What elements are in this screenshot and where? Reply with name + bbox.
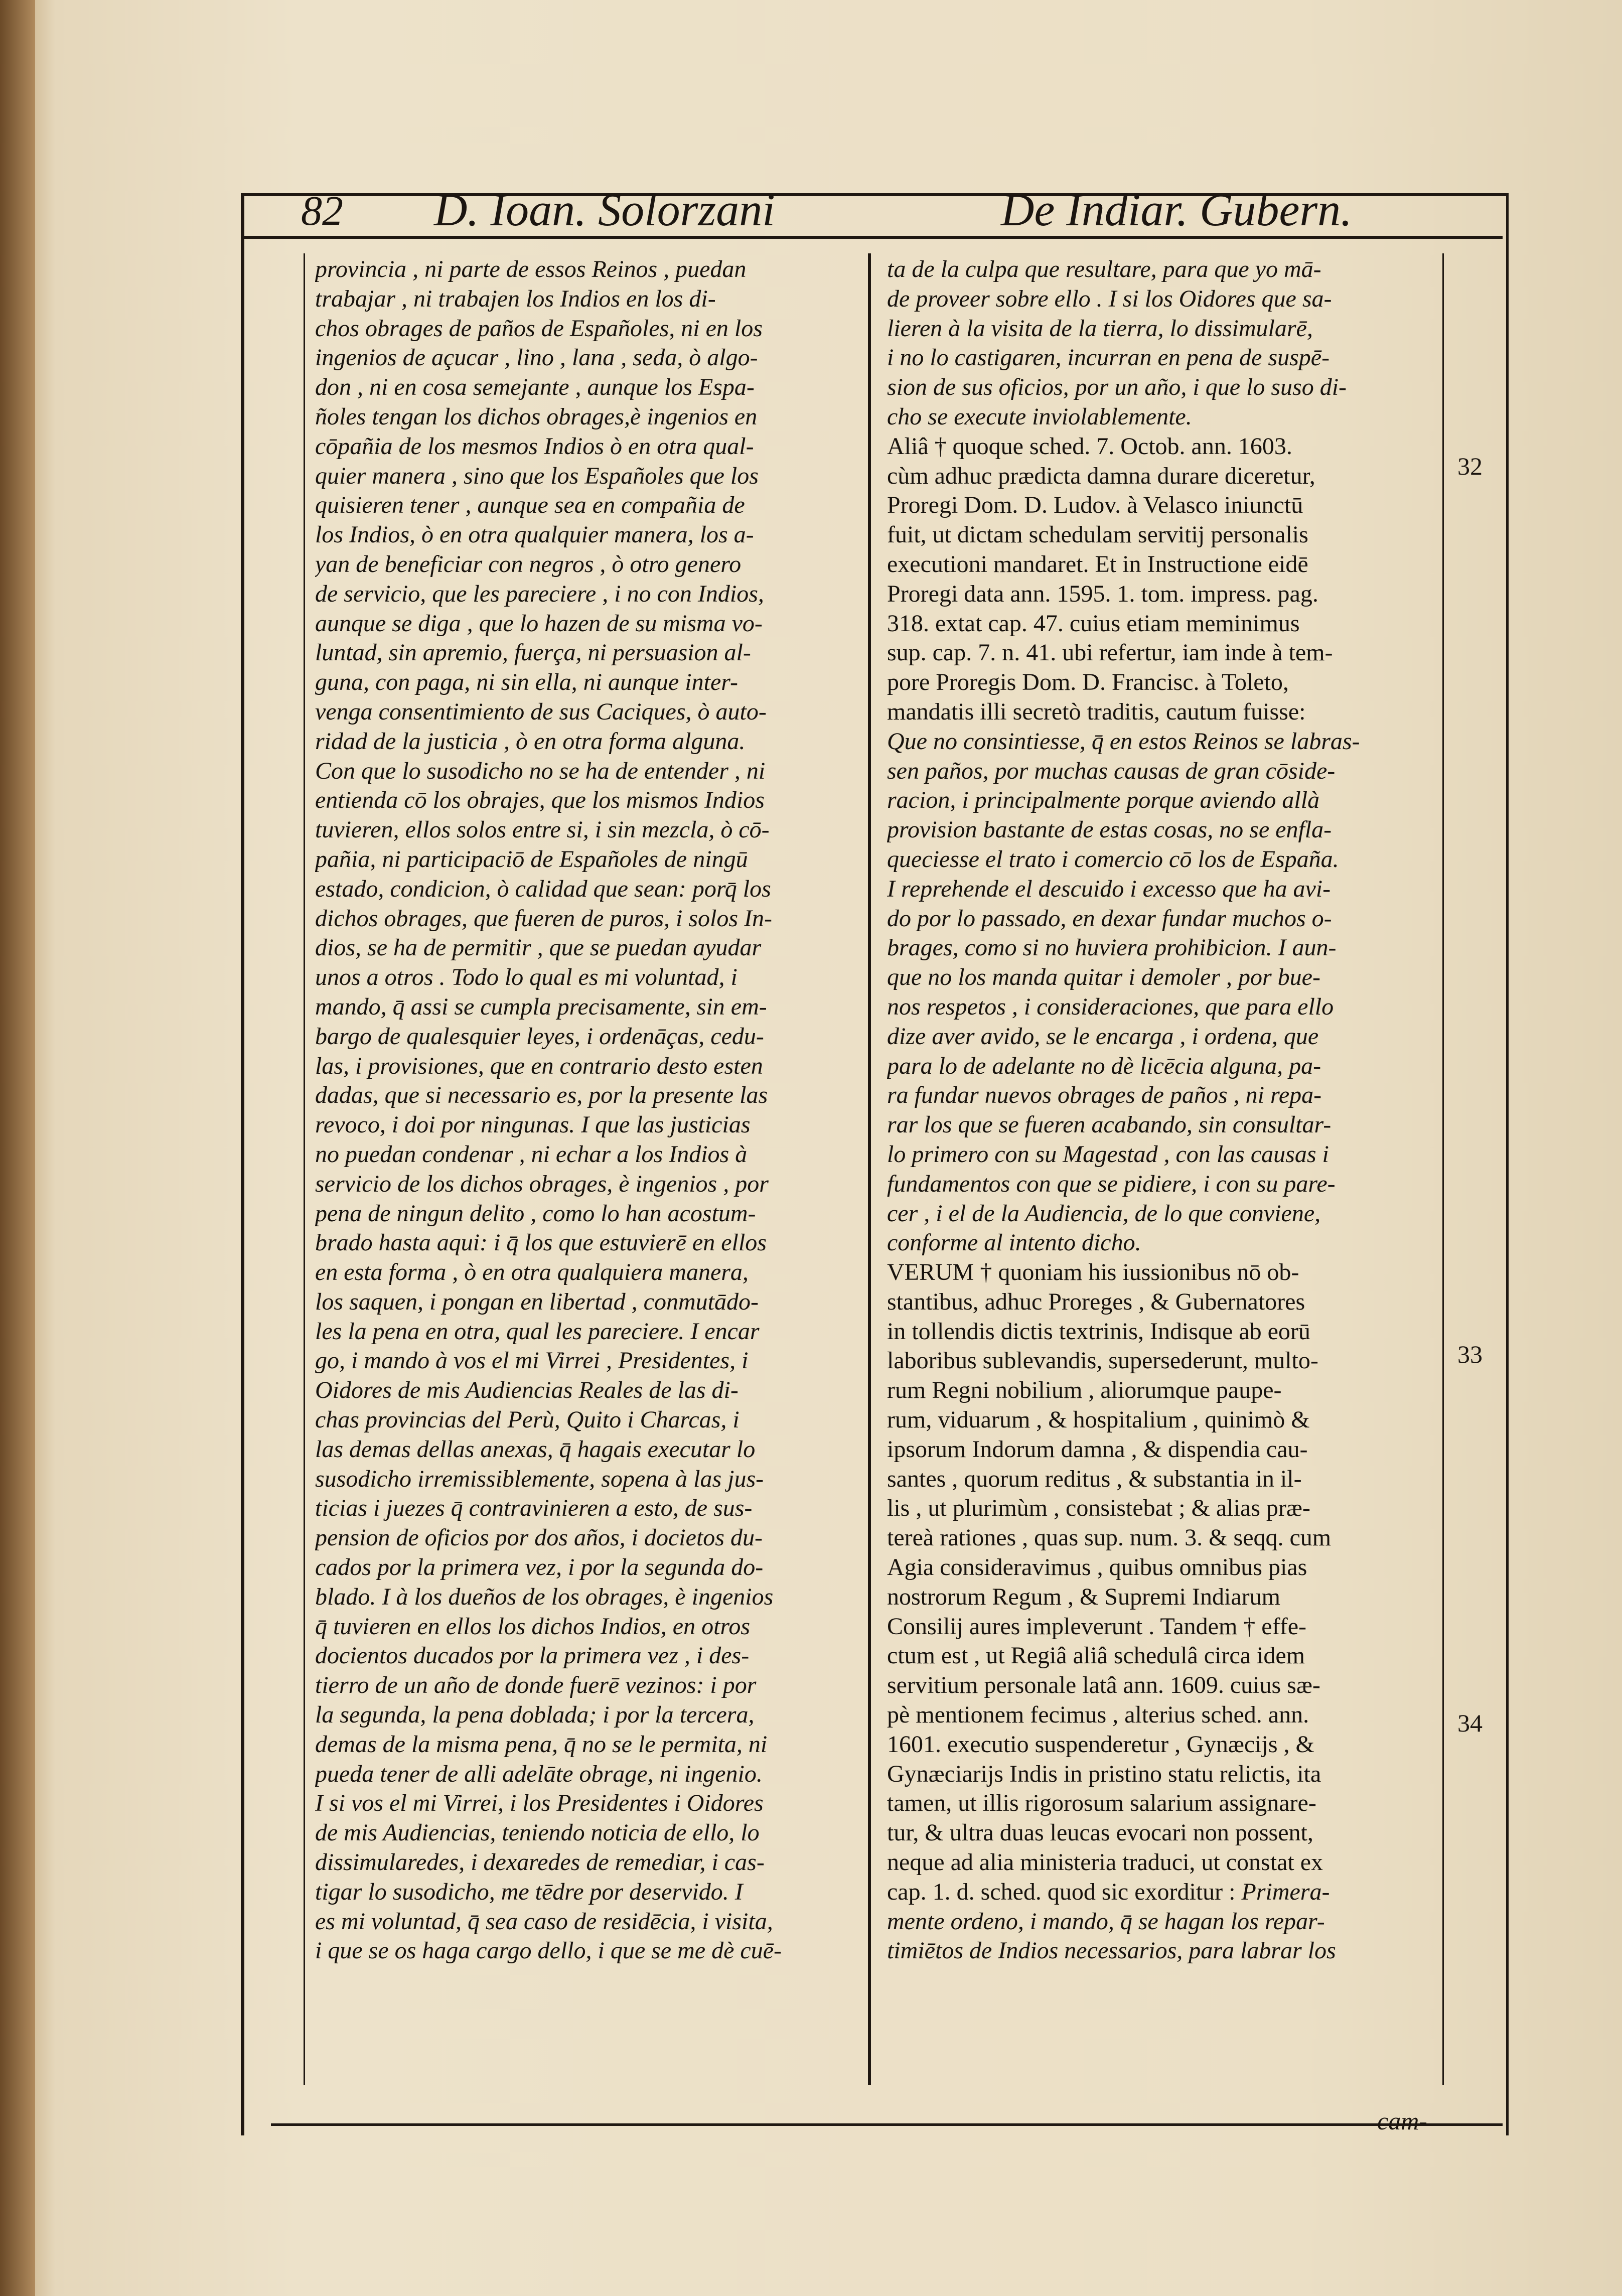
left-column-line: I si vos el mi Virrei, i los Presidentes i Oidores: [315, 1790, 764, 1817]
left-column-line: cados por la primera vez, i por la segunda do-: [315, 1554, 764, 1581]
right-column-line: queciesse el trato i comercio cō los de España.: [887, 845, 1339, 873]
left-column-line: ridad de la justicia , ò en otra forma alguna.: [315, 728, 746, 755]
left-column-line: tigar lo susodicho, me tēdre por deservido. I: [315, 1878, 743, 1905]
left-column-line: docientos ducados por la primera vez , i des-: [315, 1642, 750, 1669]
right-column-line: rum, viduarum , & hospitalium , quinimò &: [887, 1406, 1310, 1433]
right-column-line: lis , ut plurimùm , consistebat ; & alias præ-: [887, 1495, 1310, 1522]
footer-rule: [271, 2123, 1503, 2126]
right-column-line: pè mentionem fecimus , alterius sched. ann.: [887, 1701, 1309, 1729]
running-head-author: D. Ioan. Solorzani: [434, 184, 775, 235]
right-column-line: Aliâ † quoque sched. 7. Octob. ann. 1603.: [887, 433, 1292, 460]
right-column-line: sion de sus oficios, por un año, i que lo suso di-: [887, 374, 1347, 401]
right-column-line: Consilij aures impleverunt . Tandem † effe-: [887, 1613, 1306, 1640]
right-column-line: brages, como si no huviera prohibicion. I aun-: [887, 934, 1337, 961]
left-column-line: quisieren tener , aunque sea en compañia de: [315, 492, 745, 519]
running-head-title: De Indiar. Gubern.: [1001, 184, 1353, 235]
right-column-line: Gynæciarijs Indis in pristino statu relictis, ita: [887, 1760, 1321, 1787]
left-text-column: [315, 255, 864, 1966]
right-column-line: nos respetos , i consideraciones, que para ello: [887, 993, 1334, 1020]
right-column-line: laboribus sublevandis, supersederunt, multo-: [887, 1347, 1318, 1374]
left-column-line: servicio de los dichos obrages, è ingenios , por: [315, 1170, 769, 1197]
left-column-line: unos a otros . Todo lo qual es mi voluntad, i: [315, 964, 738, 991]
left-column-line: les la pena en otra, qual les pareciere. I encar: [315, 1318, 760, 1345]
left-column-line: los saquen, i pongan en libertad , conmutādo-: [315, 1288, 759, 1315]
right-column-line: racion, i principalmente porque aviendo allà: [887, 787, 1320, 814]
right-column-line: Proregi Dom. D. Ludov. à Velasco iniunctū: [887, 492, 1303, 519]
margin-note-34: 34: [1457, 1709, 1483, 1737]
left-column-line: go, i mando à vos el mi Virrei , Presidentes, i: [315, 1347, 749, 1374]
line-italic-part: Primera-: [1241, 1878, 1330, 1905]
right-column-line: stantibus, adhuc Proreges , & Gubernatores: [887, 1288, 1305, 1315]
left-column-line: venga consentimiento de sus Caciques, ò auto-: [315, 698, 767, 725]
right-column-line: fundamentos con que se pidiere, i con su pare-: [887, 1170, 1336, 1197]
margin-note-33: 33: [1457, 1340, 1483, 1368]
left-column-line: susodicho irremissiblemente, sopena à las jus-: [315, 1465, 764, 1492]
right-column-line: para lo de adelante no dè licēcia alguna, pa-: [887, 1052, 1321, 1079]
right-column-line: servitium personale latâ ann. 1609. cuius sæ-: [887, 1672, 1320, 1699]
right-column-line: conforme al intento dicho.: [887, 1229, 1141, 1256]
left-column-line: pension de oficios por dos años, i docietos du-: [315, 1524, 763, 1551]
left-column-line: pena de ningun delito , como lo han acostum-: [315, 1200, 756, 1227]
left-column-line: pañia, ni participaciō de Españoles de ningū: [315, 845, 748, 873]
left-column-line: chos obrages de paños de Españoles, ni en los: [315, 315, 763, 342]
left-column-line: los Indios, ò en otra qualquier manera, los a-: [315, 521, 754, 548]
right-column-line: tereà rationes , quas sup. num. 3. & seqq. cum: [887, 1524, 1332, 1551]
left-column-line: bargo de qualesquier leyes, i ordenāças, cedu-: [315, 1023, 764, 1050]
right-text-column: [887, 255, 1439, 1966]
left-column-line: tierro de un año de donde fuerē vezinos: i por: [315, 1672, 757, 1699]
left-column-line: cōpañia de los mesmos Indios ò en otra qual-: [315, 433, 754, 460]
catchword: cam-: [1377, 2107, 1427, 2135]
right-column-line: ipsorum Indorum damna , & dispendia cau-: [887, 1436, 1308, 1463]
line-roman-part: cap. 1. d. sched. quod sic exorditur :: [887, 1878, 1242, 1905]
right-column-line: sen paños, por muchas causas de gran cōside-: [887, 757, 1336, 784]
right-column-line: ctum est , ut Regiâ aliâ schedulâ circa idem: [887, 1642, 1305, 1669]
right-column-line: provision bastante de estas cosas, no se enfla-: [887, 816, 1332, 843]
left-column-line: de mis Audiencias, teniendo noticia de ello, lo: [315, 1819, 760, 1846]
right-column-line: santes , quorum reditus , & substantia in il-: [887, 1465, 1302, 1492]
left-column-line: en esta forma , ò en otra qualquiera manera,: [315, 1259, 749, 1286]
left-column-line: Con que lo susodicho no se ha de entender , ni: [315, 757, 766, 784]
left-column-line: dadas, que si necessario es, por la presente las: [315, 1082, 768, 1109]
left-column-line: ñoles tengan los dichos obrages,è ingenios en: [315, 403, 758, 430]
left-column-line: dissimularedes, i dexaredes de remediar, i cas-: [315, 1849, 765, 1876]
right-column-line: tur, & ultra duas leucas evocari non possent,: [887, 1819, 1313, 1846]
right-column-line: ta de la culpa que resultare, para que yo mā-: [887, 256, 1321, 282]
left-column-line: aunque se diga , que lo hazen de su misma vo-: [315, 610, 763, 637]
left-column-line: ingenios de açucar , lino , lana , seda, ò algo-: [315, 344, 758, 371]
right-column-line: lo primero con su Magestad , con las causas i: [887, 1140, 1329, 1168]
margin-note-32: 32: [1457, 452, 1483, 480]
right-column-line: timiētos de Indios necessarios, para labrar los: [887, 1937, 1336, 1964]
page-number: 82: [301, 188, 343, 234]
right-column-line: que no los manda quitar i demoler , por bue-: [887, 964, 1320, 991]
left-column-line: tuvieren, ellos solos entre si, i sin mezcla, ò cō-: [315, 816, 770, 843]
left-column-line: entienda cō los obrajes, que los mismos Indios: [315, 787, 765, 814]
left-column-line: pueda tener de alli adelāte obrage, ni ingenio.: [315, 1760, 763, 1787]
left-column-line: revoco, i doi por ningunas. I que las justicias: [315, 1111, 751, 1138]
left-column-line: es mi voluntad, q̄ sea caso de residēcia, i visita,: [315, 1908, 773, 1935]
right-column-line: fuit, ut dictam schedulam servitij personalis: [887, 521, 1308, 548]
right-column-line: nostrorum Regum , & Supremi Indiarum: [887, 1583, 1280, 1610]
left-column-line: de servicio, que les pareciere , i no con Indios,: [315, 580, 764, 607]
left-column-line: luntad, sin apremio, fuerça, ni persuasion al-: [315, 639, 751, 666]
right-column-line: dize aver avido, se le encarga , i ordena, que: [887, 1023, 1319, 1050]
left-column-line: mando, q̄ assi se cumpla precisamente, sin em-: [315, 993, 767, 1020]
left-column-line: blado. I à los dueños de los obrages, è ingenios: [315, 1583, 774, 1610]
left-column-line: i que se os haga cargo dello, i que se me dè cuē-: [315, 1937, 782, 1964]
right-column-line: i no lo castigaren, incurran en pena de suspē-: [887, 344, 1330, 371]
left-column-line: Oidores de mis Audiencias Reales de las di-: [315, 1377, 739, 1404]
left-column-line: las, i provisiones, que en contrario desto esten: [315, 1052, 763, 1079]
left-column-line: dichos obrages, que fueren de puros, i solos In-: [315, 905, 773, 932]
left-column-line: dios, se ha de permitir , que se puedan ayudar: [315, 934, 762, 961]
right-column-line: Agia consideravimus , quibus omnibus pias: [887, 1554, 1307, 1581]
left-column-line: quier manera , sino que los Españoles que los: [315, 462, 759, 489]
left-column-line: brado hasta aqui: i q̄ los que estuvierē en ellos: [315, 1229, 767, 1256]
right-column-line: lieren à la visita de la tierra, lo dissimularē,: [887, 315, 1313, 342]
right-column-line: pore Proregis Dom. D. Francisc. à Toleto,: [887, 669, 1289, 696]
right-column-line: sup. cap. 7. n. 41. ubi refertur, iam inde à tem-: [887, 639, 1333, 666]
right-column-line: mente ordeno, i mando, q̄ se hagan los repar-: [887, 1908, 1325, 1935]
left-column-line: guna, con paga, ni sin ella, ni aunque inter-: [315, 669, 738, 696]
left-column-line: ticias i juezes q̄ contravinieren a esto, de sus-: [315, 1495, 753, 1522]
left-column-line: demas de la misma pena, q̄ no se le permita, ni: [315, 1731, 768, 1758]
left-column-line: no puedan condenar , ni echar a los Indios à: [315, 1140, 748, 1168]
right-column-line: ra fundar nuevos obrages de paños , ni repa-: [887, 1082, 1322, 1109]
right-column-line: do por lo passado, en dexar fundar muchos o-: [887, 905, 1332, 932]
right-column-line: Proregi data ann. 1595. 1. tom. impress. pag.: [887, 580, 1318, 607]
right-column-line: I reprehende el descuido i excesso que ha avi-: [887, 875, 1331, 902]
right-column-line: 1601. executio suspenderetur , Gynæcijs , &: [887, 1731, 1314, 1758]
right-column-line: cer , i el de la Audiencia, de lo que conviene,: [887, 1200, 1321, 1227]
left-column-line: las demas dellas anexas, q̄ hagais executar lo: [315, 1436, 756, 1463]
right-column-line: executioni mandaret. Et in Instructione eidē: [887, 550, 1308, 578]
right-column-line: de proveer sobre ello . I si los Oidores que sa-: [887, 285, 1332, 312]
right-column-line: cho se execute inviolablemente.: [887, 403, 1192, 430]
right-column-line: VERUM † quoniam his iussionibus nō ob-: [887, 1259, 1299, 1286]
left-column-line: chas provincias del Perù, Quito i Charcas, i: [315, 1406, 740, 1433]
right-column-line: rar los que se fueren acabando, sin consultar-: [887, 1111, 1332, 1138]
left-column-line: yan de beneficiar con negros , ò otro genero: [315, 550, 742, 578]
right-column-line: [887, 1878, 1439, 1907]
right-column-line: tamen, ut illis rigorosum salarium assignare-: [887, 1790, 1316, 1817]
right-column-line: mandatis illi secretò traditis, cautum fuisse:: [887, 698, 1306, 725]
left-column-line: la segunda, la pena doblada; i por la tercera,: [315, 1701, 755, 1729]
left-column-line: don , ni en cosa semejante , aunque los Espa-: [315, 374, 755, 401]
left-column-line: q̄ tuvieren en ellos los dichos Indios, en otros: [315, 1613, 750, 1640]
column-divider: [868, 253, 870, 2085]
right-column-line: 318. extat cap. 47. cuius etiam meminimus: [887, 610, 1300, 637]
book-spine-shadow: [0, 0, 35, 2296]
left-column-line: trabajar , ni trabajen los Indios en los di-: [315, 285, 716, 312]
right-column-line: in tollendis dictis textrinis, Indisque ab eorū: [887, 1318, 1310, 1345]
left-column-line: estado, condicion, ò calidad que sean: porq̄ los: [315, 875, 771, 902]
left-column-line: provincia , ni parte de essos Reinos , puedan: [315, 256, 747, 282]
right-column-line: rum Regni nobilium , aliorumque paupe-: [887, 1377, 1282, 1404]
right-column-line: cùm adhuc prædicta damna durare diceretur,: [887, 462, 1315, 489]
right-column-line: neque ad alia ministeria traduci, ut constat ex: [887, 1849, 1323, 1876]
right-column-line: Que no consintiesse, q̄ en estos Reinos se labras-: [887, 728, 1360, 755]
